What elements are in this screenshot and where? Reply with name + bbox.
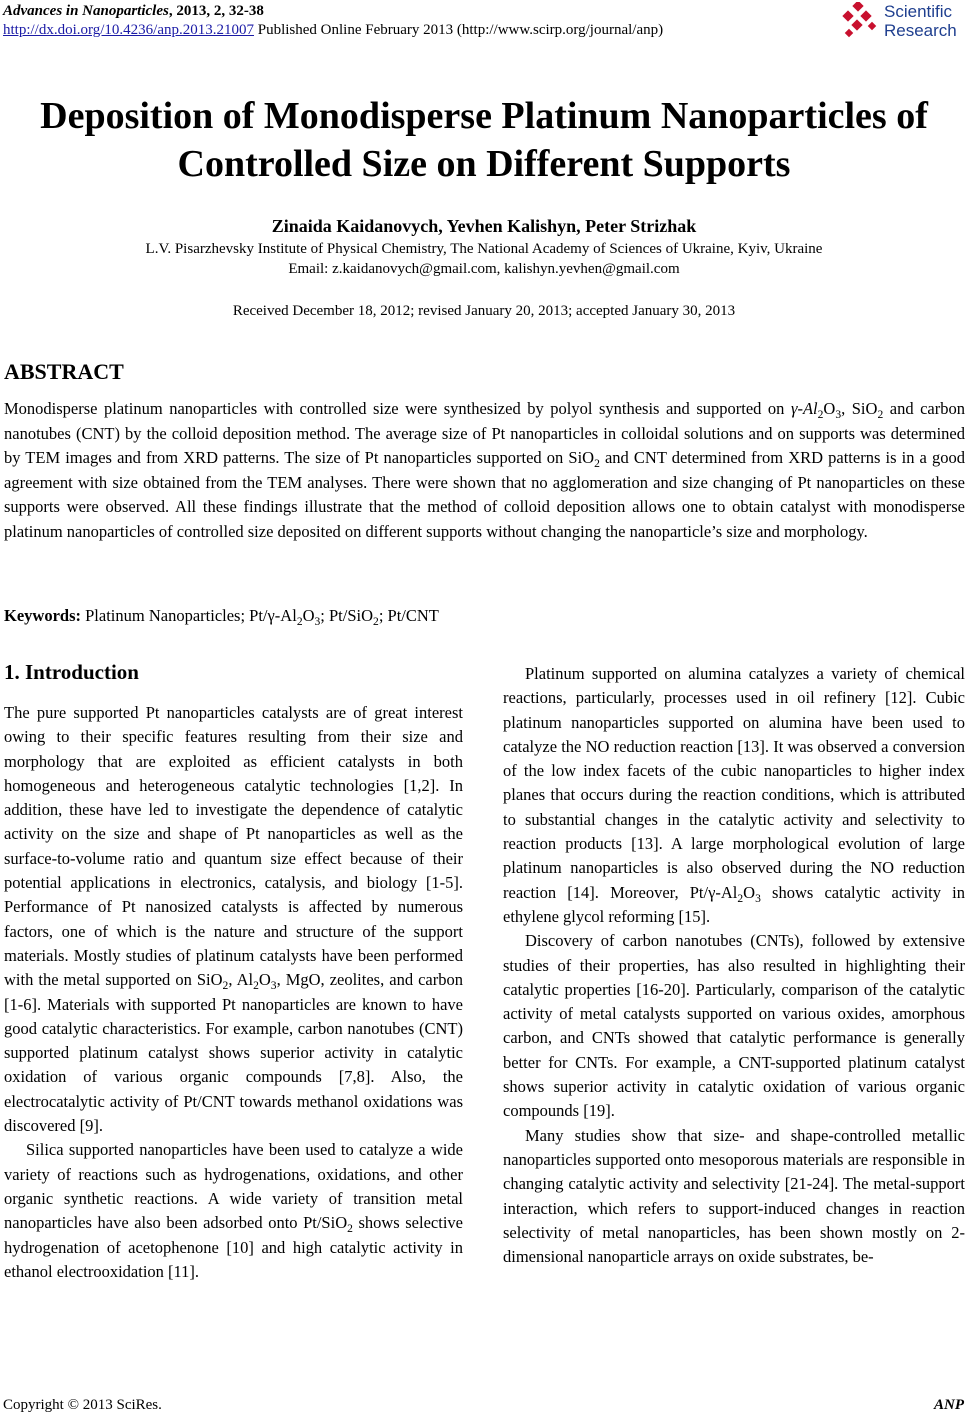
volume-pages: , 2013, 2, 32-38: [168, 3, 264, 19]
keywords: [4, 604, 439, 628]
subscript: 2: [737, 892, 744, 905]
subscript: 2: [877, 409, 884, 422]
paragraph: Many studies show that size- and shape-controlled metallic nanoparticles supported onto mesoporous materials are responsible in changing catalytic activity and selectivity [21-24]. The metal-support interaction, which refers to support-induced changes in reaction selectivity of metal nanoparticles, has been shown mostly on 2-dimensional nanoparticle arrays on oxide substrates, be-: [503, 1125, 965, 1267]
keywords-label: Keywords:: [4, 606, 81, 625]
title-line-1: Deposition of Monodisperse Platinum Nanoparticles of: [40, 95, 928, 137]
abstract-fragment: Monodisperse platinum nanoparticles with controlled size were synthesized by polyol synthesis and supported on: [4, 399, 791, 418]
subscript: 2: [373, 616, 379, 629]
received-dates: Received December 18, 2012; revised January 20, 2013; accepted January 30, 2013: [232, 303, 736, 319]
affiliation: L.V. Pisarzhevsky Institute of Physical Chemistry, The National Academy of Sciences of Ukraine, Kyiv, Ukraine: [145, 241, 823, 257]
subscript: 3: [270, 980, 277, 993]
text-fragment: Platinum supported on alumina catalyzes a variety of chemical reactions, particularly, processes used in oil refinery [12]. Cubic platinum nanoparticles supported on alumina have been used to catalyze the NO reduction reaction [13]. It was observed a conversion of the low index facets of the cubic nanoparticles to higher index planes that occurs during the reaction conditions, which is attributed to substantial changes in the catalytic activity and selectivity to reaction products [13]. A large morphological evolution of large platinum nanoparticles is also observed during the NO reduction reaction [14]. Moreover, Pt/γ-Al: [503, 664, 965, 902]
text-fragment: O: [743, 882, 756, 902]
paragraph: Discovery of carbon nanotubes (CNTs), followed by extensive studies of their properties, has also resulted in highlighting their catalytic properties [16-20]. Particularly, comparison of the catalytic activity of metal catalysts supported on various oxides, amorphous carbon, and CNTs showed that catalytic performance is generally better for CNTs. For example, a CNT-supported platinum catalyst shows superior activity in catalytic oxidation of various organic compounds [19].: [503, 931, 965, 1121]
logo-text-line1: Scientific: [884, 2, 953, 21]
abstract-fragment: and CNT determined from XRD patterns is in a good agreement with size obtained from the TEM analyses. There were shown that no agglomeration and size changing of Pt nanoparticles on these supports were observed. All these findings illustrate that the method of colloid deposition allows one to obtain catalyst with monodisperse platinum nanoparticles of controlled size deposited on different supports without changing the nanoparticle’s size and morphology.: [4, 448, 965, 541]
subscript: 2: [296, 616, 303, 629]
abstract-fragment: and carbon nanotubes (CNT) by the colloid deposition method. The average size of Pt nanoparticles in colloidal solutions and on supports was determined by TEM images and from XRD patterns. The size of Pt nanoparticles supported on SiO: [4, 399, 965, 467]
journal-name: Advances in Nanoparticles: [3, 3, 169, 19]
published-info: Published Online February 2013 (http://www.scirp.org/journal/anp): [253, 22, 664, 38]
keywords-fragment: ; Pt/SiO: [320, 606, 374, 625]
keywords-fragment: Platinum Nanoparticles; Pt/γ-Al: [81, 606, 297, 625]
text-fragment: Silica supported nanoparticles have been used to catalyze a wide variety of reactions such as hydrogenations, oxidations, and other organic synthetic reactions. A wide variety of transition metal nanoparticles have also been adsorbed onto Pt/SiO: [4, 1140, 463, 1233]
text-fragment: , Al: [228, 970, 254, 990]
keywords-fragment: O: [302, 606, 315, 625]
left-column: [4, 701, 463, 1284]
running-header: [3, 2, 663, 40]
text-fragment: O: [258, 970, 271, 990]
subscript: 3: [755, 892, 761, 905]
right-column: [503, 662, 965, 1269]
abstract-heading: ABSTRACT: [4, 359, 124, 384]
title-line-2: Controlled Size on Different Supports: [177, 143, 791, 185]
logo-mark-icon: [842, 2, 880, 42]
paragraph: [4, 701, 463, 1138]
subscript: 2: [222, 980, 229, 993]
journal-abbrev-footer: ANP: [934, 1397, 964, 1413]
subscript: 2: [253, 980, 259, 993]
subscript: 3: [835, 409, 842, 422]
keywords-fragment: ; Pt/CNT: [378, 606, 439, 625]
logo-text-line2: Research: [884, 21, 957, 40]
subscript: 2: [817, 409, 824, 422]
email-line: Email: z.kaidanovych@gmail.com, kalishyn.yevhen@gmail.com: [288, 261, 680, 277]
abstract-text: [4, 397, 965, 544]
text-fragment: , MgO, zeolites, and carbon [1-6]. Materials with supported Pt nanoparticles are known to have good catalytic characteristics. For example, carbon nanotubes (CNT) supported platinum catalyst shows superior activity in catalytic oxidation of various organic compounds [7,8]. Also, the electrocatalytic activity of Pt/CNT towards methanol oxidations was discovered [9].: [4, 970, 463, 1136]
paper-title: [0, 92, 968, 188]
text-fragment: shows catalytic activity in ethylene glycol reforming [15].: [503, 882, 965, 926]
paragraph: [4, 1138, 463, 1284]
abstract-fragment: γ-Al: [790, 399, 818, 418]
text-fragment: shows selective hydrogenation of acetophenone [10] and high catalytic activity in ethanol electrooxidation [11].: [4, 1213, 463, 1281]
text-fragment: The pure supported Pt nanoparticles catalysts are of great interest owing to their specific features resulting from their size and morphology that are exploited as efficient catalysts in both homogeneous and heterogeneous catalytic technologies [1,2]. In addition, these have led to investigate the dependence of catalytic activity on the size and shape of Pt nanoparticles as well as the surface-to-volume ratio and quantum size effect because of their potential applications in electronics, catalysis, and biology [1-5]. Performance of Pt nanosized catalysts is affected by numerous factors, one of which is the nature and structure of the support materials. Mostly studies of platinum catalysts have been performed with the metal supported on SiO: [4, 703, 463, 990]
subscript: 2: [594, 458, 600, 471]
section-heading: 1. Introduction: [4, 660, 139, 684]
authors: Zinaida Kaidanovych, Yevhen Kalishyn, Peter Strizhak: [271, 216, 697, 236]
doi-link[interactable]: http://dx.doi.org/10.4236/anp.2013.21007: [3, 22, 254, 38]
abstract-fragment: , SiO: [841, 399, 878, 418]
abstract-fragment: O: [823, 399, 836, 418]
paragraph: [503, 662, 965, 929]
subscript: 3: [314, 616, 321, 629]
publisher-logo: [842, 0, 966, 44]
subscript: 2: [347, 1223, 353, 1236]
copyright-footer: Copyright © 2013 SciRes.: [3, 1397, 162, 1413]
